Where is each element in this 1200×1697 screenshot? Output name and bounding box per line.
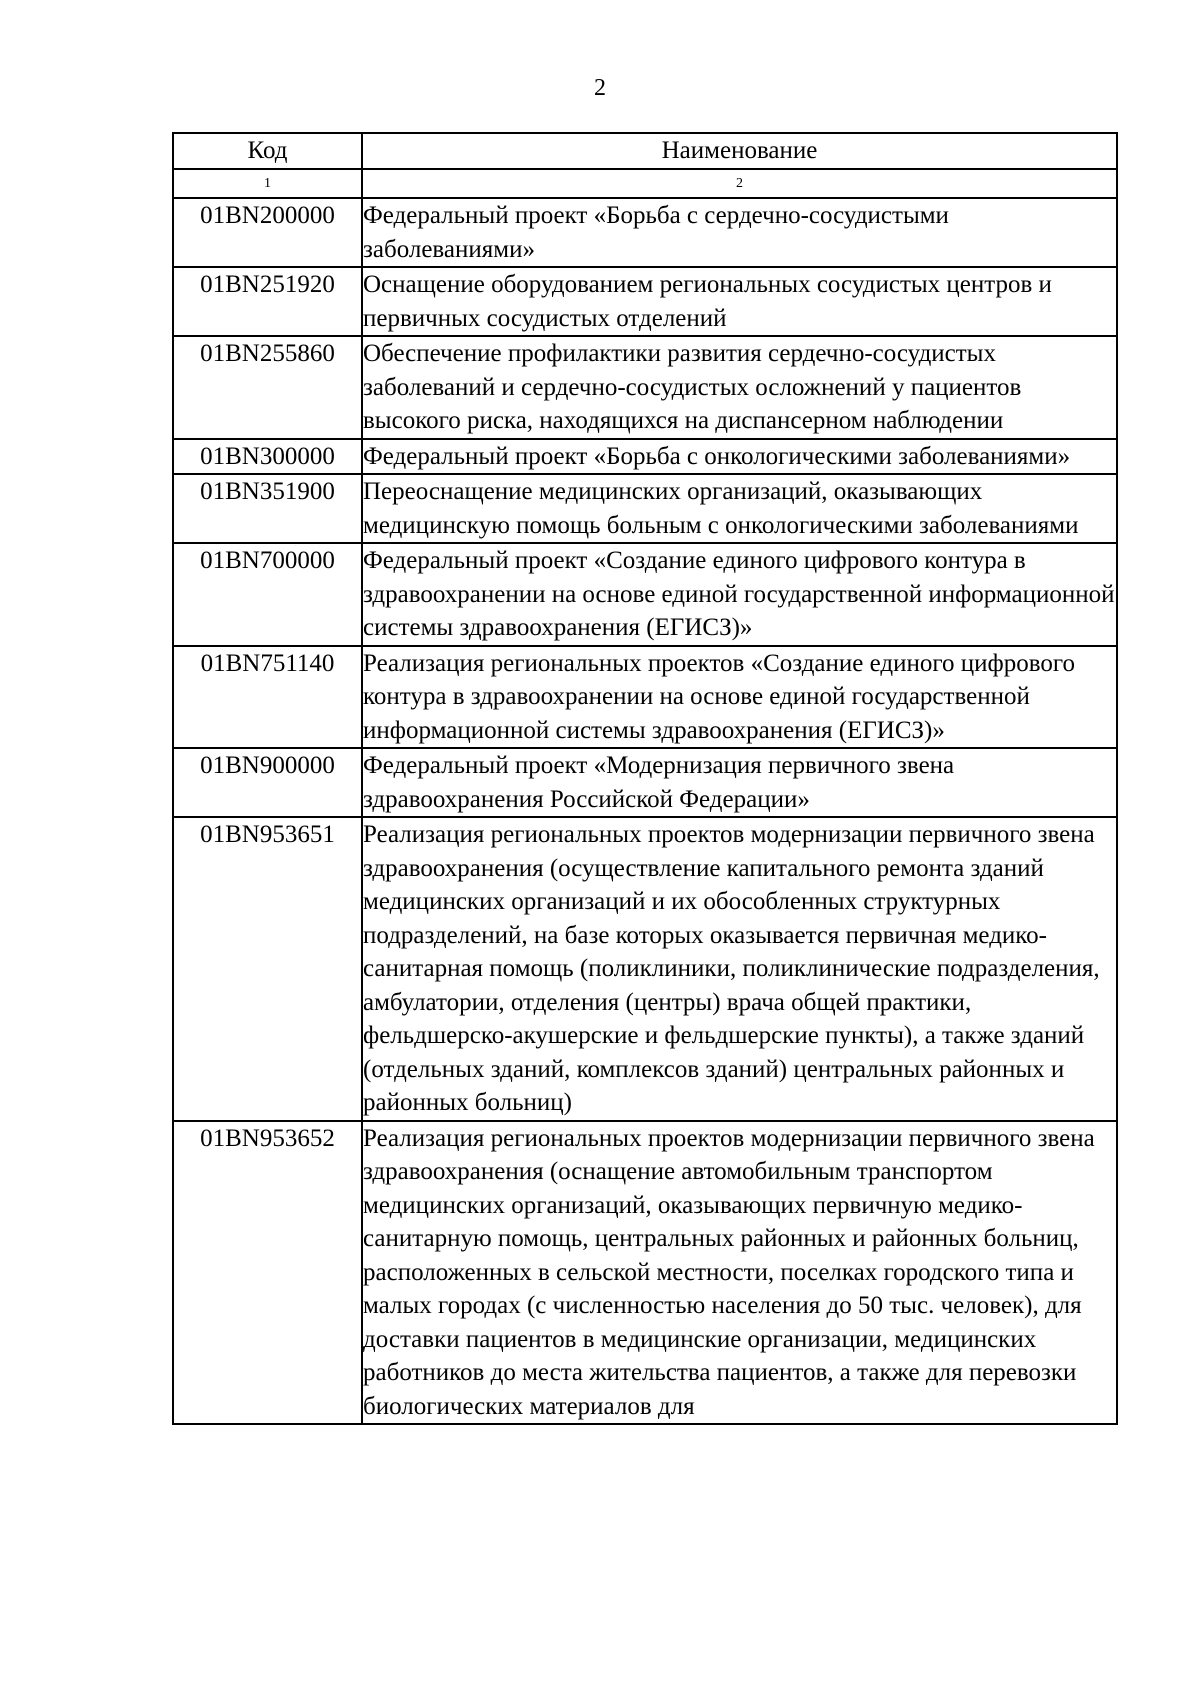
code-cell: 01BN953652 bbox=[173, 1121, 362, 1425]
code-cell: 01BN700000 bbox=[173, 543, 362, 646]
name-cell: Федеральный проект «Модернизация первичного звена здравоохранения Российской Федерации» bbox=[362, 748, 1117, 817]
table-row bbox=[173, 748, 1117, 817]
code-column-header: Код bbox=[173, 133, 362, 169]
name-cell: Оснащение оборудованием региональных сосудистых центров и первичных сосудистых отделений bbox=[362, 267, 1117, 336]
code-cell: 01BN751140 bbox=[173, 646, 362, 749]
table-header bbox=[173, 133, 1117, 198]
page-number: 2 bbox=[594, 75, 606, 101]
table-row bbox=[173, 474, 1117, 543]
table-row bbox=[173, 543, 1117, 646]
code-column-number: 1 bbox=[173, 169, 362, 198]
code-cell: 01BN200000 bbox=[173, 198, 362, 267]
table-body bbox=[173, 198, 1117, 1424]
table-row bbox=[173, 1121, 1117, 1425]
table-row bbox=[173, 439, 1117, 475]
name-cell: Переоснащение медицинских организаций, оказывающих медицинскую помощь больным с онкологическими заболеваниями bbox=[362, 474, 1117, 543]
name-cell: Реализация региональных проектов модернизации первичного звена здравоохранения (осуществление капитального ремонта зданий медицинских организаций и их обособленных структурных подразделений, на базе которых оказывается первичная медико-санитарная помощь (поликлиники, поликлинические подразделения, амбулатории, отделения (центры) врача общей практики, фельдшерско-акушерские и фельдшерские пункты), а также зданий (отдельных зданий, комплексов зданий) центральных районных и районных больниц) bbox=[362, 817, 1117, 1121]
budget-code-table bbox=[172, 132, 1118, 1425]
name-column-header: Наименование bbox=[362, 133, 1117, 169]
header-row bbox=[173, 133, 1117, 169]
table-row bbox=[173, 817, 1117, 1121]
code-cell: 01BN255860 bbox=[173, 336, 362, 439]
name-cell: Реализация региональных проектов «Создание единого цифрового контура в здравоохранении на основе единой государственной информационной системы здравоохранения (ЕГИСЗ)» bbox=[362, 646, 1117, 749]
table-row bbox=[173, 198, 1117, 267]
code-cell: 01BN900000 bbox=[173, 748, 362, 817]
name-cell: Федеральный проект «Борьба с сердечно-сосудистыми заболеваниями» bbox=[362, 198, 1117, 267]
code-cell: 01BN300000 bbox=[173, 439, 362, 475]
code-cell: 01BN251920 bbox=[173, 267, 362, 336]
code-cell: 01BN351900 bbox=[173, 474, 362, 543]
code-cell: 01BN953651 bbox=[173, 817, 362, 1121]
column-number-row bbox=[173, 169, 1117, 198]
name-cell: Реализация региональных проектов модернизации первичного звена здравоохранения (оснащение автомобильным транспортом медицинских организаций, оказывающих первичную медико-санитарную помощь, центральных районных и районных больниц, расположенных в сельской местности, поселках городского типа и малых городах (с численностью населения до 50 тыс. человек), для доставки пациентов в медицинские организации, медицинских работников до места жительства пациентов, а также для перевозки биологических материалов для bbox=[362, 1121, 1117, 1425]
table-row bbox=[173, 267, 1117, 336]
name-cell: Обеспечение профилактики развития сердечно-сосудистых заболеваний и сердечно-сосудистых осложнений у пациентов высокого риска, находящихся на диспансерном наблюдении bbox=[362, 336, 1117, 439]
name-cell: Федеральный проект «Борьба с онкологическими заболеваниями» bbox=[362, 439, 1117, 475]
table-row bbox=[173, 336, 1117, 439]
table-row bbox=[173, 646, 1117, 749]
name-column-number: 2 bbox=[362, 169, 1117, 198]
name-cell: Федеральный проект «Создание единого цифрового контура в здравоохранении на основе единой государственной информационной системы здравоохранения (ЕГИСЗ)» bbox=[362, 543, 1117, 646]
